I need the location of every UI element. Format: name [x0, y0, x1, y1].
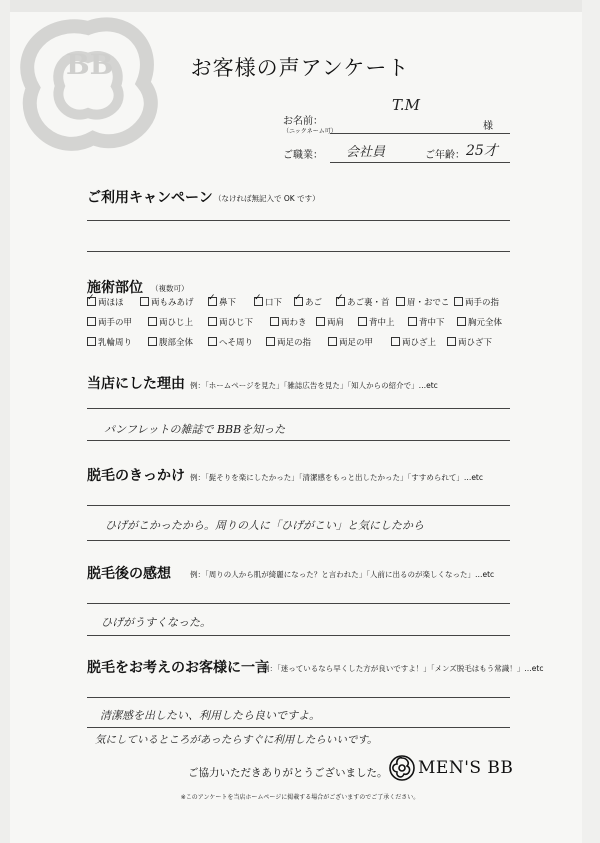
area-checkbox[interactable] [316, 316, 344, 328]
trigger-heading: 脱毛のきっかけ [87, 468, 185, 484]
empty-box-icon[interactable] [208, 317, 217, 326]
job-label: ご職業： [283, 150, 323, 161]
area-label: 鼻下 [219, 298, 237, 308]
empty-box-icon[interactable] [328, 337, 337, 346]
area-label: 両手の指 [465, 298, 500, 308]
empty-box-icon[interactable] [454, 297, 463, 306]
checked-box-icon[interactable] [294, 297, 303, 306]
area-label: 背中上 [369, 318, 395, 328]
message-note: 例：「迷っているなら早くした方が良いですよ！」「メンズ脱毛はもう常識！」…etc [262, 664, 544, 673]
area-checkbox[interactable] [266, 336, 311, 348]
name-sub-label: （ニックネーム可） [283, 128, 337, 135]
area-label: 胸元全体 [468, 318, 503, 328]
area-checkbox[interactable] [270, 316, 307, 328]
area-checkbox[interactable] [294, 296, 322, 308]
area-checkbox[interactable] [208, 296, 236, 308]
area-checkbox[interactable] [358, 316, 395, 328]
reason-heading: 当店にした理由 [87, 376, 185, 392]
area-checkbox[interactable] [87, 316, 132, 328]
area-label: 両わき [281, 318, 307, 328]
name-suffix: 様 [483, 121, 493, 132]
reason-note: 例：「ホームページを見た」「雑誌広告を見た」「知人からの紹介で」…etc [190, 381, 438, 390]
name-underline [330, 133, 510, 134]
area-label: 両ほほ [98, 298, 124, 308]
area-checkbox[interactable] [148, 316, 193, 328]
area-checkbox[interactable] [408, 316, 445, 328]
campaign-line-1 [87, 220, 510, 221]
area-label: 腹部全体 [159, 338, 194, 348]
area-checkbox[interactable] [208, 336, 253, 348]
empty-box-icon[interactable] [358, 317, 367, 326]
page-title: お客様の声アンケート [190, 56, 410, 80]
area-label: 両ひざ上 [402, 338, 437, 348]
checked-box-icon[interactable] [87, 297, 96, 306]
impression-heading: 脱毛後の感想 [87, 566, 171, 582]
areas-heading: 施術部位 [87, 280, 143, 296]
impression-line-2 [87, 635, 510, 636]
checked-box-icon[interactable] [254, 297, 263, 306]
reason-line-1 [87, 408, 510, 409]
empty-box-icon[interactable] [140, 297, 149, 306]
checked-box-icon[interactable] [336, 297, 345, 306]
empty-box-icon[interactable] [457, 317, 466, 326]
area-label: 両手の甲 [98, 318, 133, 328]
empty-box-icon[interactable] [408, 317, 417, 326]
empty-box-icon[interactable] [208, 337, 217, 346]
areas-note: （複数可） [151, 284, 189, 293]
area-label: 両ひざ下 [458, 338, 493, 348]
trigger-answer: ひげがこかったから。周りの人に「ひげがこい」と気にしたから [105, 519, 424, 532]
area-checkbox[interactable] [328, 336, 373, 348]
impression-line-1 [87, 603, 510, 604]
area-label: 眉・おでこ [407, 298, 450, 308]
area-checkbox[interactable] [396, 296, 449, 308]
area-checkbox[interactable] [447, 336, 492, 348]
area-label: 乳輪周り [98, 338, 133, 348]
message-answer-line-1: 清潔感を出したい、利用したら良いですよ。 [100, 709, 320, 722]
area-label: あご裏・首 [347, 298, 390, 308]
empty-box-icon[interactable] [396, 297, 405, 306]
area-checkbox[interactable] [87, 296, 124, 308]
empty-box-icon[interactable] [148, 337, 157, 346]
area-label: あご [305, 298, 323, 308]
area-checkbox[interactable] [454, 296, 499, 308]
area-checkbox[interactable] [140, 296, 194, 308]
reason-line-2 [87, 440, 510, 441]
campaign-line-2 [87, 251, 510, 252]
empty-box-icon[interactable] [266, 337, 275, 346]
empty-box-icon[interactable] [148, 317, 157, 326]
area-label: へそ周り [219, 338, 254, 348]
area-label: 両足の甲 [339, 338, 374, 348]
trigger-line-1 [87, 505, 510, 506]
area-checkbox[interactable] [391, 336, 436, 348]
thanks-message: ご協力いただきありがとうございました。 [188, 767, 388, 779]
name-value: T.M [392, 96, 420, 114]
area-label: 口下 [265, 298, 283, 308]
area-label: 両肩 [327, 318, 345, 328]
empty-box-icon[interactable] [391, 337, 400, 346]
scan-edge-right [582, 0, 600, 843]
impression-answer: ひげがうすくなった。 [101, 616, 211, 629]
area-label: 背中下 [419, 318, 445, 328]
age-value: 25才 [466, 143, 498, 159]
campaign-heading: ご利用キャンペーン [87, 190, 213, 206]
area-checkbox[interactable] [148, 336, 193, 348]
message-line-1 [87, 697, 510, 698]
area-label: 両ひじ下 [219, 318, 254, 328]
message-answer-line-2: 気にしているところがあったらすぐに利用したらいいです。 [95, 734, 378, 746]
brand-flower-icon [388, 754, 416, 782]
job-underline [330, 162, 510, 163]
message-line-2 [87, 727, 510, 728]
area-checkbox[interactable] [336, 296, 390, 308]
empty-box-icon[interactable] [447, 337, 456, 346]
trigger-line-2 [87, 540, 510, 541]
area-checkbox[interactable] [254, 296, 282, 308]
reason-answer: パンフレットの雑誌で BBBを知った [104, 423, 286, 436]
brand-name: MEN'S BB [418, 758, 514, 778]
empty-box-icon[interactable] [87, 337, 96, 346]
footnote: ※このアンケートを当店ホームページに掲載する場合がございますのでご了承ください。 [180, 794, 420, 801]
area-label: 両ひじ上 [159, 318, 194, 328]
name-label: お名前： [283, 116, 323, 127]
impression-note: 例：「周りの人から肌が綺麗になった？と言われた」「人前に出るのが楽しくなった」…etc [190, 570, 495, 579]
empty-box-icon[interactable] [87, 317, 96, 326]
area-checkbox[interactable] [457, 316, 502, 328]
bb-flower-watermark-icon [8, 8, 168, 158]
age-label: ご年齢： [425, 150, 465, 161]
area-checkbox[interactable] [208, 316, 253, 328]
message-heading: 脱毛をお考えのお客様に一言 [87, 660, 269, 676]
checked-box-icon[interactable] [208, 297, 217, 306]
area-label: 両足の指 [277, 338, 312, 348]
trigger-note: 例：「髭そりを楽にしたかった」「清潔感をもっと出したかった」「すすめられて」…etc [190, 473, 484, 482]
area-label: 両もみあげ [151, 298, 194, 308]
area-checkbox[interactable] [87, 336, 132, 348]
campaign-note: （なければ無記入で OK です） [214, 194, 320, 203]
svg-text:BB: BB [66, 48, 114, 81]
job-value: 会社員 [346, 145, 386, 160]
empty-box-icon[interactable] [316, 317, 325, 326]
empty-box-icon[interactable] [270, 317, 279, 326]
